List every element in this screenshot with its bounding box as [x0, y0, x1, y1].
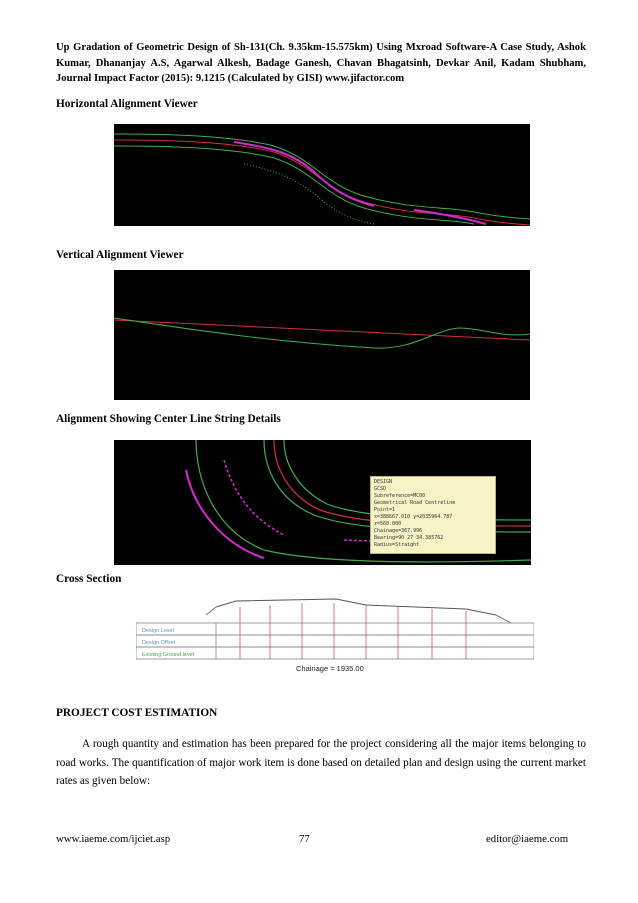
popup-line: x=388667.010 y=2035964.787 — [374, 514, 453, 520]
road-widening — [234, 142, 374, 206]
cut-fill-hatch — [244, 164, 374, 224]
popup-line: DESIGN — [374, 479, 393, 485]
footer-url: www.iaeme.com/ijciet.asp — [56, 833, 171, 845]
popup-line: Bearing=90 27 34.385762 — [374, 535, 444, 541]
horizontal-alignment-heading: Horizontal Alignment Viewer — [56, 98, 198, 110]
string-info-popup — [370, 476, 496, 554]
popup-line: Point=1 — [374, 507, 396, 513]
table-row-frame — [136, 623, 534, 635]
popup-line: Geometrical Road Centreline — [374, 500, 456, 506]
popup-line: Subreference=MC00 — [374, 493, 426, 499]
horizontal-alignment-figure — [114, 124, 530, 226]
row-label-existing-ground: Existing Ground level — [142, 652, 194, 658]
cost-paragraph: A rough quantity and estimation has been prepared for the project considering all the major items belonging to road works. The quantification of major work item is done based on detailed plan and design using the current market rates as given below: — [56, 738, 586, 788]
cross-section-heading: Cross Section — [56, 573, 122, 585]
vertical-alignment-heading: Vertical Alignment Viewer — [56, 249, 184, 261]
row-label-design-level: Design Level — [142, 628, 174, 634]
cost-heading: PROJECT COST ESTIMATION — [56, 707, 218, 719]
popup-line: z=560.000 — [374, 521, 402, 527]
centerline-heading: Alignment Showing Center Line String Details — [56, 413, 281, 425]
row-label-design-offset: Design Offset — [142, 640, 176, 646]
page-number: 77 — [299, 833, 310, 845]
table-row-frame — [136, 647, 534, 659]
table-row-frame — [136, 635, 534, 647]
centerline-figure — [114, 440, 531, 565]
section-profile — [216, 599, 496, 615]
vertical-alignment-figure — [114, 270, 530, 400]
chainage-label: Chainage = 1935.00 — [296, 664, 364, 673]
road-centerline — [114, 140, 530, 225]
popup-line: Radius=Straight — [374, 542, 420, 548]
footer-email: editor@iaeme.com — [486, 833, 569, 845]
cross-section-figure — [136, 595, 534, 679]
popup-line: GCSD — [374, 486, 387, 492]
design-profile — [114, 320, 530, 340]
running-header: Up Gradation of Geometric Design of Sh-131(Ch. 9.35km-15.575km) Using Mxroad Software-A Case Study, Ashok Kumar, Dhananjay A.S, Agarwal Alkesh, Badage Ganesh, Chavan Bhagatsinh, Devkar Anil, Kadam Shubham, Journal Impact Factor (2015): 9.1215 (Calculated by GISI) www.jifactor.com — [56, 42, 586, 84]
popup-line: Chainage=367.996 — [374, 528, 423, 534]
